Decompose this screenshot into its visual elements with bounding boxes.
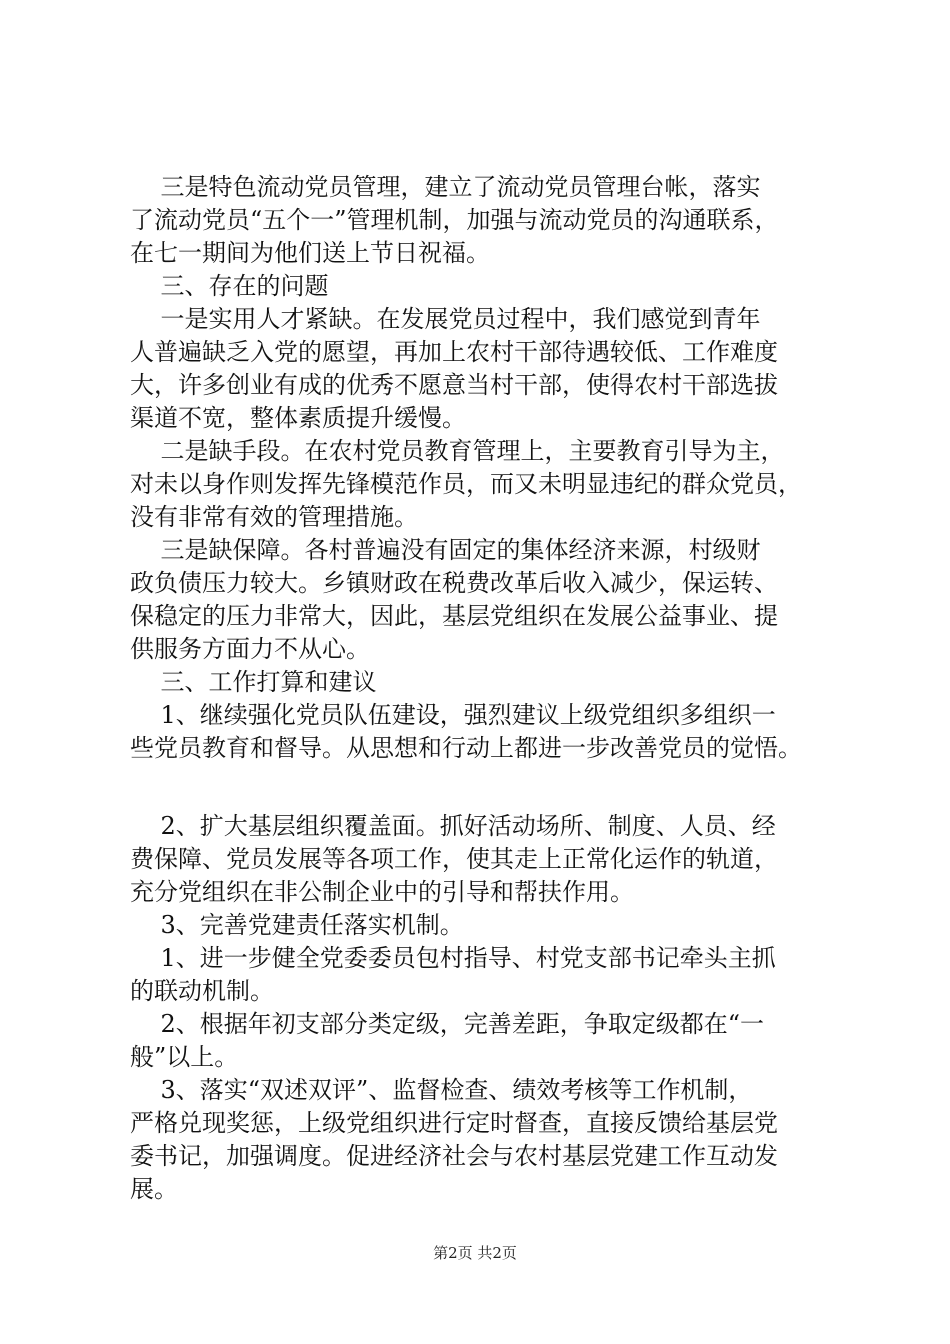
text-line: 3、完善党建责任落实机制。: [130, 911, 464, 939]
text-line: 政负债压力较大。乡镇财政在税费改革后收入减少，保运转、: [130, 569, 778, 597]
text-line: 一是实用人才紧缺。在发展党员过程中，我们感觉到青年: [130, 305, 761, 333]
text-line: 大，许多创业有成的优秀不愿意当村干部，使得农村干部选拔: [130, 371, 778, 399]
text-line: 的联动机制。: [130, 977, 274, 1005]
text-line: 2、扩大基层组织覆盖面。抓好活动场所、制度、人员、经: [130, 812, 776, 840]
text-line: 三是缺保障。各村普遍没有固定的集体经济来源，村级财: [130, 536, 761, 564]
text-line: 充分党组织在非公制企业中的引导和帮扶作用。: [130, 878, 634, 906]
text-line: 些党员教育和督导。从思想和行动上都进一步改善党员的觉悟。: [130, 734, 802, 762]
text-line: 费保障、党员发展等各项工作，使其走上正常化运作的轨道，: [130, 845, 778, 873]
text-line: 般”以上。: [130, 1043, 239, 1071]
text-line: 委书记，加强调度。促进经济社会与农村基层党建工作互动发: [130, 1142, 778, 1170]
section-heading: 三、存在的问题: [130, 272, 329, 300]
text-line: 展。: [130, 1175, 178, 1203]
text-line: 没有非常有效的管理措施。: [130, 503, 418, 531]
text-line: 在七一期间为他们送上节日祝福。: [130, 239, 490, 267]
text-line: 2、根据年初支部分类定级，完善差距，争取定级都在“一: [130, 1010, 765, 1038]
page-number-footer: 第2页 共2页: [433, 1244, 517, 1262]
paragraph-gap: [130, 765, 830, 810]
text-line: 严格兑现奖惩，上级党组织进行定时督查，直接反馈给基层党: [130, 1109, 778, 1137]
text-line: 3、落实“双述双评”、监督检查、绩效考核等工作机制，: [130, 1076, 753, 1104]
section-heading: 三、工作打算和建议: [130, 668, 377, 696]
text-line: 供服务方面力不从心。: [130, 635, 370, 663]
document-body: [130, 171, 830, 1206]
text-line: 了流动党员“五个一”管理机制，加强与流动党员的沟通联系，: [130, 206, 779, 234]
text-line: 三是特色流动党员管理，建立了流动党员管理台帐，落实: [130, 173, 761, 201]
text-line: 1、继续强化党员队伍建设，强烈建议上级党组织多组织一: [130, 701, 776, 729]
text-line: 人普遍缺乏入党的愿望，再加上农村干部待遇较低、工作难度: [130, 338, 778, 366]
text-line: 渠道不宽，整体素质提升缓慢。: [130, 404, 466, 432]
text-line: 二是缺手段。在农村党员教育管理上，主要教育引导为主，: [130, 437, 785, 465]
text-line: 保稳定的压力非常大，因此，基层党组织在发展公益事业、提: [130, 602, 778, 630]
text-line: 1、进一步健全党委委员包村指导、村党支部书记牵头主抓: [130, 944, 776, 972]
text-line: 对未以身作则发挥先锋模范作员，而又未明显违纪的群众党员，: [130, 470, 802, 498]
